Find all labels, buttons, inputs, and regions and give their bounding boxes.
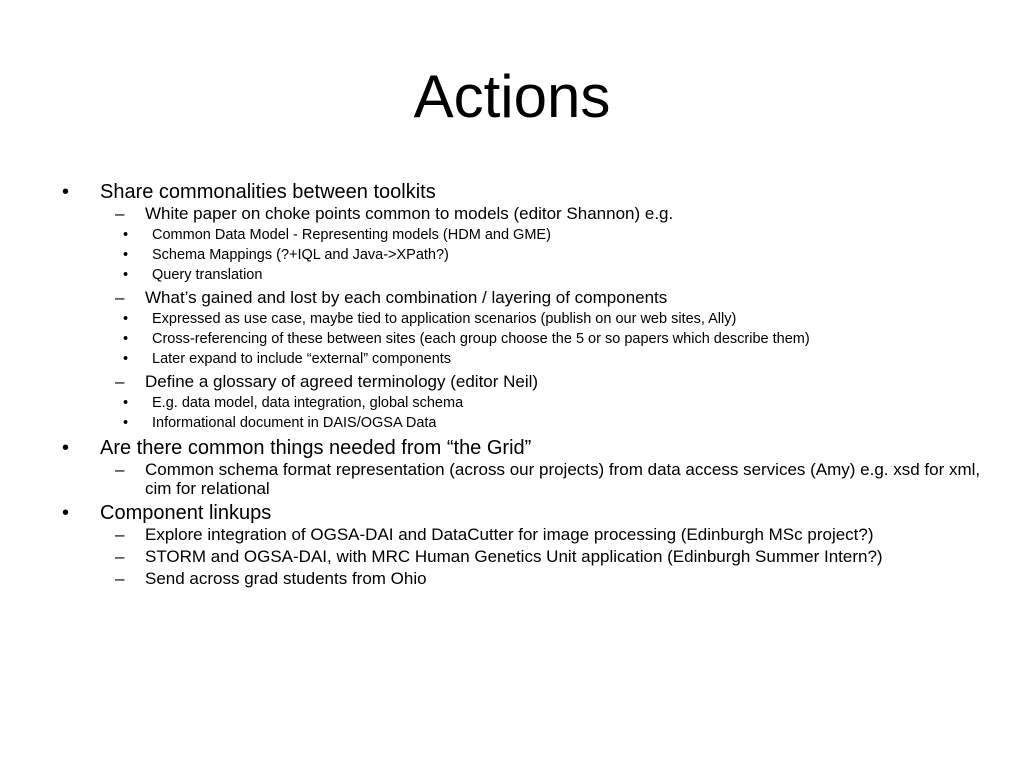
sub-bullet-item — [62, 569, 982, 588]
bullet-list — [62, 180, 982, 588]
sub-sub-bullet-text: Expressed as use case, maybe tied to application scenarios (publish on our web sites, Ally) — [152, 311, 737, 327]
sub-sub-bullet-text: E.g. data model, data integration, global schema — [152, 395, 464, 411]
sub-sub-bullet-item — [24, 265, 982, 285]
dash-marker: – — [115, 525, 125, 544]
sub-bullet-item — [62, 547, 982, 566]
bullet-marker: • — [62, 437, 70, 459]
sub-bullet-item — [62, 204, 982, 285]
bullet-marker: • — [123, 227, 129, 243]
sub-bullet-list — [62, 525, 982, 588]
dash-marker: – — [115, 460, 125, 479]
sub-bullet-text: Explore integration of OGSA-DAI and DataCutter for image processing (Edinburgh MSc project?) — [145, 525, 874, 544]
sub-bullet-text: Common schema format representation (across our projects) from data access services (Amy) e.g. xsd for xml, cim for relational — [145, 460, 981, 498]
bullet-item — [62, 436, 982, 498]
bullet-marker: • — [123, 415, 129, 431]
dash-marker: – — [115, 288, 125, 307]
sub-sub-bullet-list — [24, 225, 982, 285]
sub-bullet-list — [62, 204, 982, 433]
dash-marker: – — [115, 372, 125, 391]
bullet-text: Component linkups — [100, 502, 272, 524]
slide-body — [62, 180, 982, 591]
sub-sub-bullet-list — [24, 309, 982, 369]
sub-bullet-item — [62, 525, 982, 544]
bullet-marker: • — [123, 351, 129, 367]
slide-title: Actions — [413, 63, 611, 130]
sub-sub-bullet-item — [24, 225, 982, 245]
sub-bullet-text: White paper on choke points common to models (editor Shannon) e.g. — [145, 204, 674, 223]
sub-bullet-item — [62, 460, 982, 498]
sub-sub-bullet-item — [24, 245, 982, 265]
sub-sub-bullet-item — [24, 329, 982, 349]
bullet-marker: • — [62, 181, 70, 203]
dash-marker: – — [115, 204, 125, 223]
sub-sub-bullet-list — [24, 393, 982, 433]
bullet-marker: • — [123, 311, 129, 327]
sub-bullet-list — [62, 460, 982, 498]
bullet-marker: • — [123, 395, 129, 411]
sub-sub-bullet-text: Query translation — [152, 267, 263, 283]
bullet-item — [62, 501, 982, 588]
bullet-marker: • — [123, 247, 129, 263]
dash-marker: – — [115, 569, 125, 588]
sub-bullet-text: Define a glossary of agreed terminology (editor Neil) — [145, 372, 539, 391]
sub-sub-bullet-item — [24, 413, 982, 433]
sub-sub-bullet-item — [24, 349, 982, 369]
sub-sub-bullet-text: Informational document in DAIS/OGSA Data — [152, 415, 437, 431]
sub-bullet-item — [62, 288, 982, 369]
bullet-text: Share commonalities between toolkits — [100, 181, 436, 203]
sub-sub-bullet-item — [24, 309, 982, 329]
dash-marker: – — [115, 547, 125, 566]
sub-bullet-text: What’s gained and lost by each combination / layering of components — [145, 288, 668, 307]
sub-sub-bullet-text: Cross-referencing of these between sites (each group choose the 5 or so papers which describe them) — [152, 331, 810, 347]
sub-sub-bullet-item — [24, 393, 982, 413]
bullet-marker: • — [123, 267, 129, 283]
sub-bullet-text: STORM and OGSA-DAI, with MRC Human Genetics Unit application (Edinburgh Summer Intern?) — [145, 547, 883, 566]
sub-sub-bullet-text: Schema Mappings (?+IQL and Java->XPath?) — [152, 247, 449, 263]
sub-bullet-text: Send across grad students from Ohio — [145, 569, 427, 588]
bullet-marker: • — [123, 331, 129, 347]
sub-sub-bullet-text: Later expand to include “external” components — [152, 351, 452, 367]
bullet-text: Are there common things needed from “the Grid” — [100, 437, 532, 459]
bullet-item — [62, 180, 982, 433]
sub-bullet-item — [62, 372, 982, 433]
bullet-marker: • — [62, 502, 70, 524]
sub-sub-bullet-text: Common Data Model - Representing models (HDM and GME) — [152, 227, 551, 243]
